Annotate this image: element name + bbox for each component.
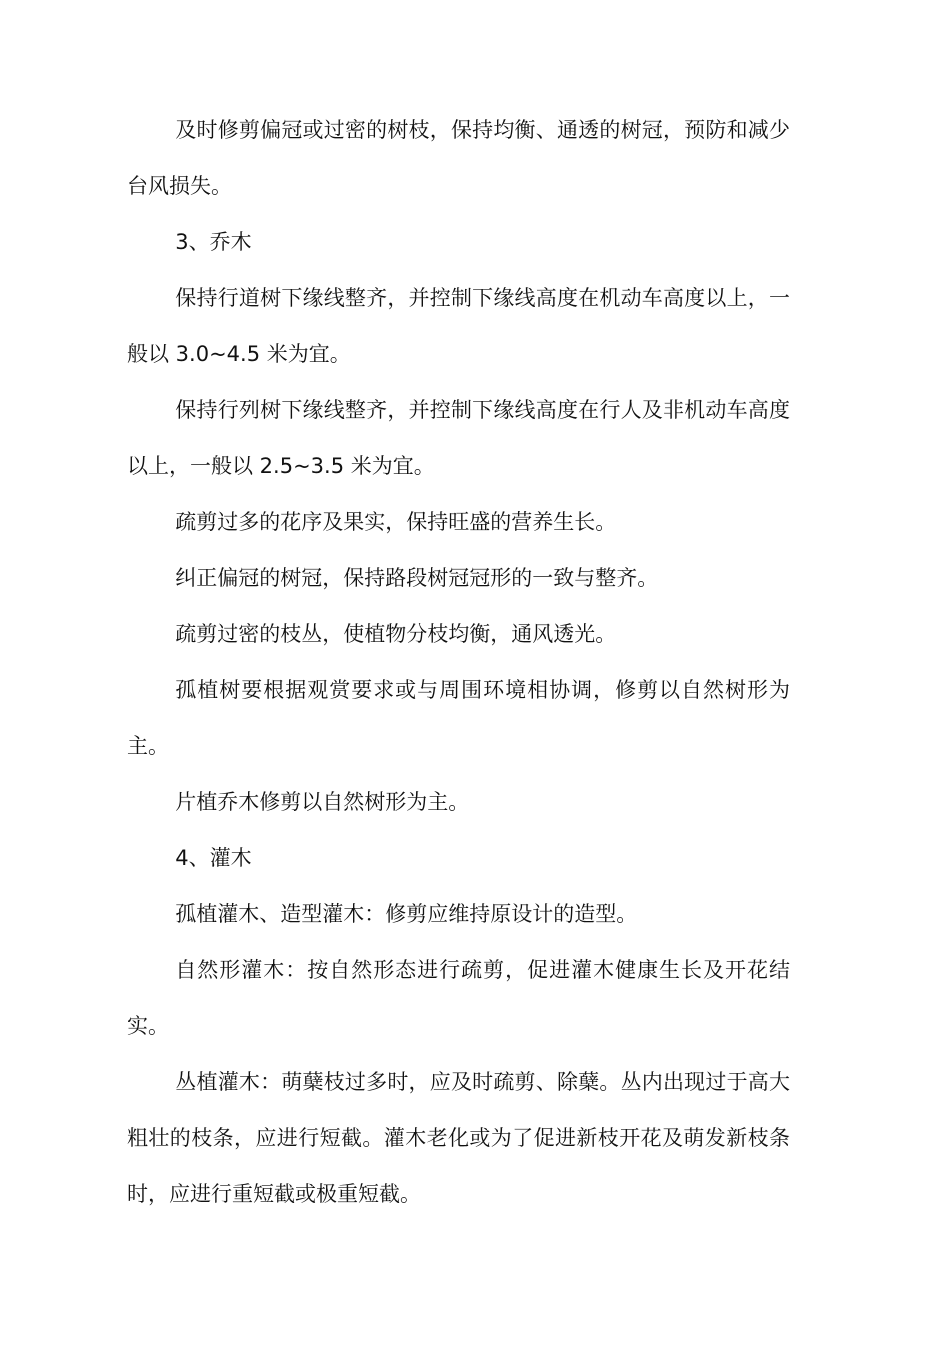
- paragraph-row-trees: 保持行列树下缘线整齐，并控制下缘线高度在行人及非机动车高度以上，一般以 2.5~3.5 米为宜。: [127, 398, 790, 478]
- paragraph-thin-flowers: 疏剪过多的花序及果实，保持旺盛的营养生长。: [175, 510, 617, 534]
- paragraph-group-trees: 片植乔木修剪以自然树形为主。: [175, 790, 470, 814]
- document-body: [127, 102, 790, 1222]
- paragraph-clump-shrubs: 丛植灌木：萌蘖枝过多时，应及时疏剪、除蘖。丛内出现过于高大粗壮的枝条，应进行短截。灌木老化或为了促进新枝开花及萌发新枝条时，应进行重短截或极重短截。: [127, 1070, 790, 1206]
- section-heading-trees: 3、乔木: [175, 230, 252, 254]
- paragraph-pruning-crown: 及时修剪偏冠或过密的树枝，保持均衡、通透的树冠，预防和减少台风损失。: [127, 118, 790, 198]
- paragraph-thin-branches: 疏剪过密的枝丛，使植物分枝均衡，通风透光。: [175, 622, 617, 646]
- paragraph-street-trees: 保持行道树下缘线整齐，并控制下缘线高度在机动车高度以上，一般以 3.0~4.5 米为宜。: [127, 286, 790, 366]
- section-heading-shrubs: 4、灌木: [175, 846, 252, 870]
- paragraph-correct-crown: 纠正偏冠的树冠，保持路段树冠冠形的一致与整齐。: [175, 566, 659, 590]
- paragraph-natural-shrubs: 自然形灌木：按自然形态进行疏剪，促进灌木健康生长及开花结实。: [127, 958, 790, 1038]
- paragraph-solitary-shrubs: 孤植灌木、造型灌木：修剪应维持原设计的造型。: [175, 902, 638, 926]
- paragraph-solitary-trees: 孤植树要根据观赏要求或与周围环境相协调，修剪以自然树形为主。: [127, 678, 790, 758]
